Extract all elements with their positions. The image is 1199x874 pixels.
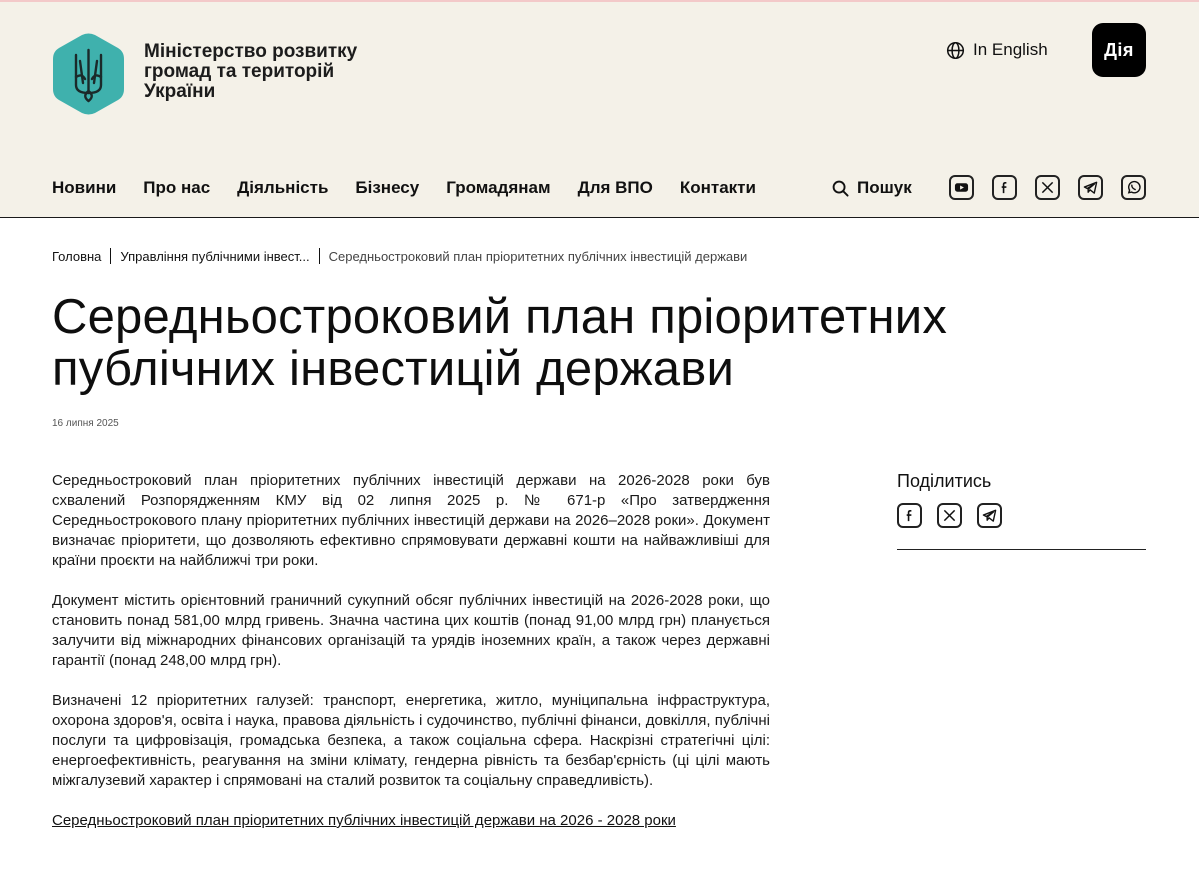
facebook-icon xyxy=(902,508,917,523)
article-paragraph: Середньостроковий план пріоритетних публічних інвестицій держави на 2026-2028 роки був схвалений Розпорядженням КМУ від 02 липня 2025 р. № 671-р «Про затвердження Середньострокового плану пріоритетних публічних інвестицій держави на 2026–2028 роки». Документ визначає пріоритети, що дозволяють ефективно спрямовувати державні кошти на найважливіші для країни проєкти на найближчі три роки. xyxy=(52,472,770,569)
diia-button[interactable]: Дія xyxy=(1092,23,1146,77)
x-icon xyxy=(1040,180,1055,195)
nav-item-activity[interactable]: Діяльність xyxy=(237,178,329,197)
youtube-icon xyxy=(954,180,969,195)
breadcrumb-current: Середньостроковий план пріоритетних публічних інвестицій держави xyxy=(328,248,748,264)
telegram-icon xyxy=(982,508,997,523)
breadcrumb-separator xyxy=(110,248,111,264)
telegram-icon xyxy=(1083,180,1098,195)
share-telegram-button[interactable] xyxy=(977,503,1002,528)
document-link[interactable]: Середньостроковий план пріоритетних публічних інвестицій держави на 2026 - 2028 роки xyxy=(52,812,676,829)
share-divider xyxy=(897,549,1146,550)
search-label: Пошук xyxy=(857,178,912,197)
telegram-link[interactable] xyxy=(1078,175,1103,200)
article-paragraph: Визначені 12 пріоритетних галузей: транспорт, енергетика, житло, муніципальна інфраструктура, охорона здоров'я, освіта і наука, правова діяльність і судочинство, публічні фінанси, довкілля, публічні послуги та цифровізація, громадська безпека, а також соціальна сфера. Наскрізні стратегічні цілі: енергоефективність, реагування на зміни клімату, гендерна рівність та безбар'єрність (ці цілі мають міжгалузевий характер і спрямовані на сталий розвиток та соціальну справедливість). xyxy=(52,692,770,789)
share-facebook-button[interactable] xyxy=(897,503,922,528)
whatsapp-icon xyxy=(1126,180,1141,195)
breadcrumb-home[interactable]: Головна xyxy=(52,248,102,264)
globe-icon xyxy=(946,41,965,60)
nav-item-news[interactable]: Новини xyxy=(52,178,117,197)
share-buttons xyxy=(897,503,1002,528)
whatsapp-link[interactable] xyxy=(1121,175,1146,200)
ministry-name[interactable]: Міністерство розвитку громад та територій України xyxy=(144,41,358,102)
x-link[interactable] xyxy=(1035,175,1060,200)
facebook-link[interactable] xyxy=(992,175,1017,200)
site-header xyxy=(0,2,1199,218)
nav-item-idp[interactable]: Для ВПО xyxy=(577,178,653,197)
youtube-link[interactable] xyxy=(949,175,974,200)
article-paragraph: Документ містить орієнтовний граничний сукупний обсяг публічних інвестицій на 2026-2028 роки, що становить понад 581,00 млрд гривень. Значна частина цих коштів (понад 91,00 млрд грн) планується залучити від міжнародних фінансових організацій та урядів іноземних країн, а також через державні гарантії (понад 248,00 млрд грн). xyxy=(52,592,770,669)
facebook-icon xyxy=(997,180,1012,195)
ministry-logo[interactable] xyxy=(52,33,125,115)
breadcrumb-section[interactable]: Управління публічними інвест... xyxy=(120,248,310,264)
article-body xyxy=(52,471,770,851)
nav-item-contacts[interactable]: Контакти xyxy=(679,178,756,197)
share-x-button[interactable] xyxy=(937,503,962,528)
publish-date: 16 липня 2025 xyxy=(52,418,119,429)
share-title: Поділитись xyxy=(897,471,992,491)
nav-item-business[interactable]: Бізнесу xyxy=(355,178,420,197)
nav-item-citizens[interactable]: Громадянам xyxy=(446,178,551,197)
breadcrumb xyxy=(52,248,747,264)
language-switch[interactable] xyxy=(946,40,1048,60)
main-nav xyxy=(52,178,783,198)
nav-item-about[interactable]: Про нас xyxy=(143,178,211,197)
search-icon xyxy=(832,180,849,197)
page-title: Середньостроковий план пріоритетних публічних інвестицій держави xyxy=(52,290,948,396)
x-icon xyxy=(942,508,957,523)
search-button[interactable] xyxy=(832,178,912,198)
breadcrumb-separator xyxy=(319,248,320,264)
language-label: In English xyxy=(973,40,1048,59)
